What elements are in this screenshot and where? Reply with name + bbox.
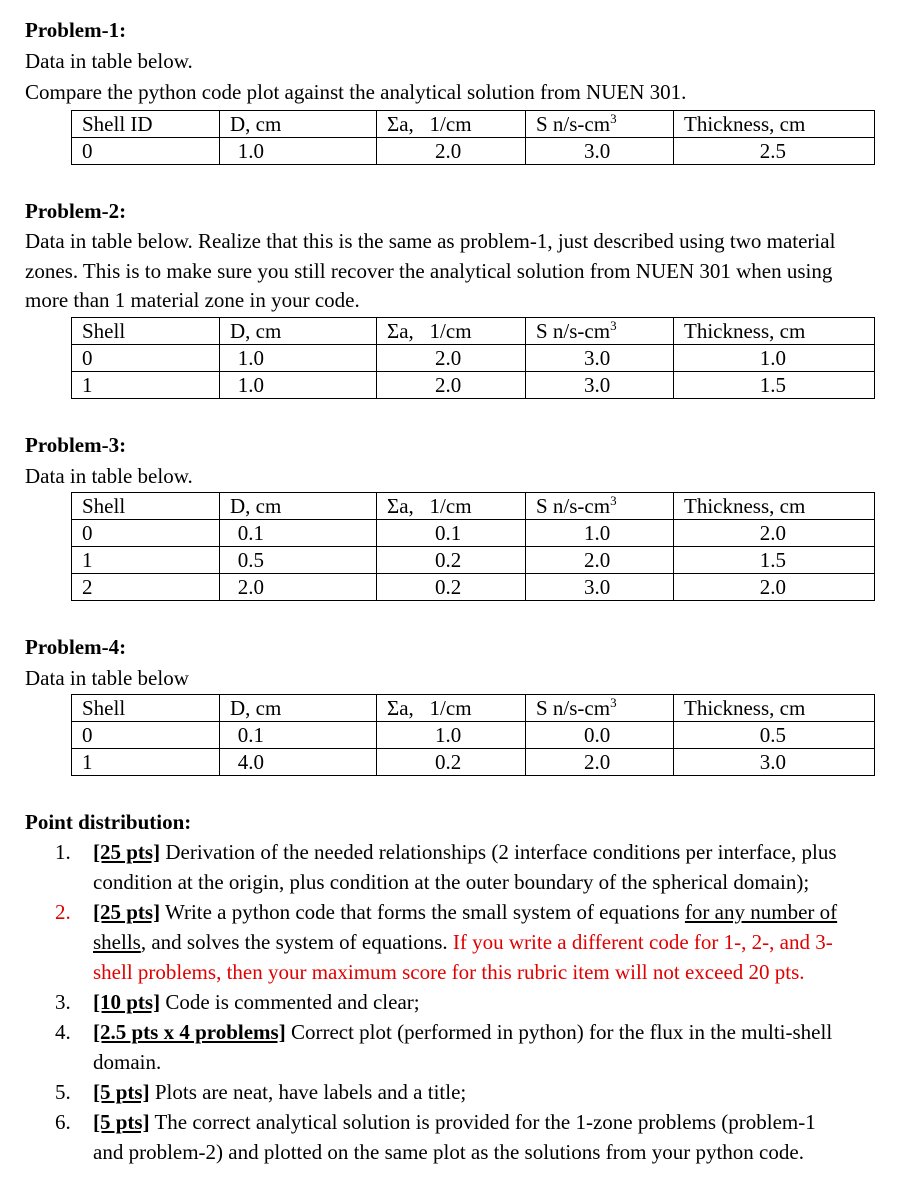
table-row: 1 0.5 0.2 2.0 1.5 (72, 547, 875, 574)
problem2-table (71, 317, 875, 399)
problem4-title: Problem-4: (25, 635, 127, 659)
problem1-line1: Data in table below. (25, 49, 193, 73)
table-row: 0 1.0 2.0 3.0 1.0 (72, 345, 875, 372)
table-row: 0 1.0 2.0 3.0 2.5 (72, 138, 875, 165)
table-row: 0 0.1 1.0 0.0 0.5 (72, 722, 875, 749)
list-item: 6. [5 pts] The correct analytical solution is provided for the 1-zone problems (problem-1 and problem-2) and plotted on the same plot as the solutions from your python code. (55, 1110, 816, 1164)
header-d: D, cm (220, 111, 377, 138)
problem2-line1: Data in table below. Realize that this is the same as problem-1, just described using two material (25, 229, 836, 253)
table-header-row: Shell D, cm Σa, 1/cm S $n/s-cm^3$ Thickness, cm (72, 493, 875, 520)
header-thickness: Thickness, cm (674, 111, 875, 138)
table-row: 1 4.0 0.2 2.0 3.0 (72, 749, 875, 776)
problem1-table (71, 110, 875, 165)
problem2-title: Problem-2: (25, 199, 127, 223)
problem3-title: Problem-3: (25, 433, 127, 457)
points-list (55, 837, 905, 1167)
list-item: 3. [10 pts] Code is commented and clear; (55, 990, 420, 1014)
problem1-title: Problem-1: (25, 18, 127, 42)
problem4-table (71, 694, 875, 776)
header-shell: Shell ID (72, 111, 220, 138)
problem4-line1: Data in table below (25, 666, 189, 690)
table-header-row (72, 111, 875, 138)
problem3-table (71, 492, 875, 601)
points-title: Point distribution: (25, 810, 192, 834)
list-item: 2. [25 pts] Write a python code that forms the small system of equations for any number of shells, and solves the system of equations. If you write a different code for 1-, 2-, and 3- shell problems, then your maximum score for this rubric item will not exceed 20 pts. (55, 900, 838, 984)
list-item: 1. [25 pts] Derivation of the needed relationships (2 interface conditions per interface, plus condition at the origin, plus condition at the outer boundary of the spherical domain); (55, 840, 837, 894)
table-header-row: Shell D, cm Σa, 1/cm S $n/s-cm^3$ Thickness, cm (72, 318, 875, 345)
problem2-line3: more than 1 material zone in your code. (25, 288, 360, 312)
table-row: 0 0.1 0.1 1.0 2.0 (72, 520, 875, 547)
table-row: 1 1.0 2.0 3.0 1.5 (72, 372, 875, 399)
problem3-line1: Data in table below. (25, 464, 193, 488)
list-item: 4. [2.5 pts x 4 problems] Correct plot (performed in python) for the flux in the multi-shell domain. (55, 1020, 833, 1074)
problem1-line2: Compare the python code plot against the analytical solution from NUEN 301. (25, 80, 687, 104)
table-header-row: Shell D, cm Σa, 1/cm S $n/s-cm^3$ Thickness, cm (72, 695, 875, 722)
header-source: S $n/s-cm^3$ (526, 111, 674, 138)
header-sigma: Σa, 1/cm (377, 111, 526, 138)
list-item: 5. [5 pts] Plots are neat, have labels and a title; (55, 1080, 467, 1104)
table-row: 2 2.0 0.2 3.0 2.0 (72, 574, 875, 601)
problem2-line2: zones. This is to make sure you still recover the analytical solution from NUEN 301 when using (25, 259, 833, 283)
